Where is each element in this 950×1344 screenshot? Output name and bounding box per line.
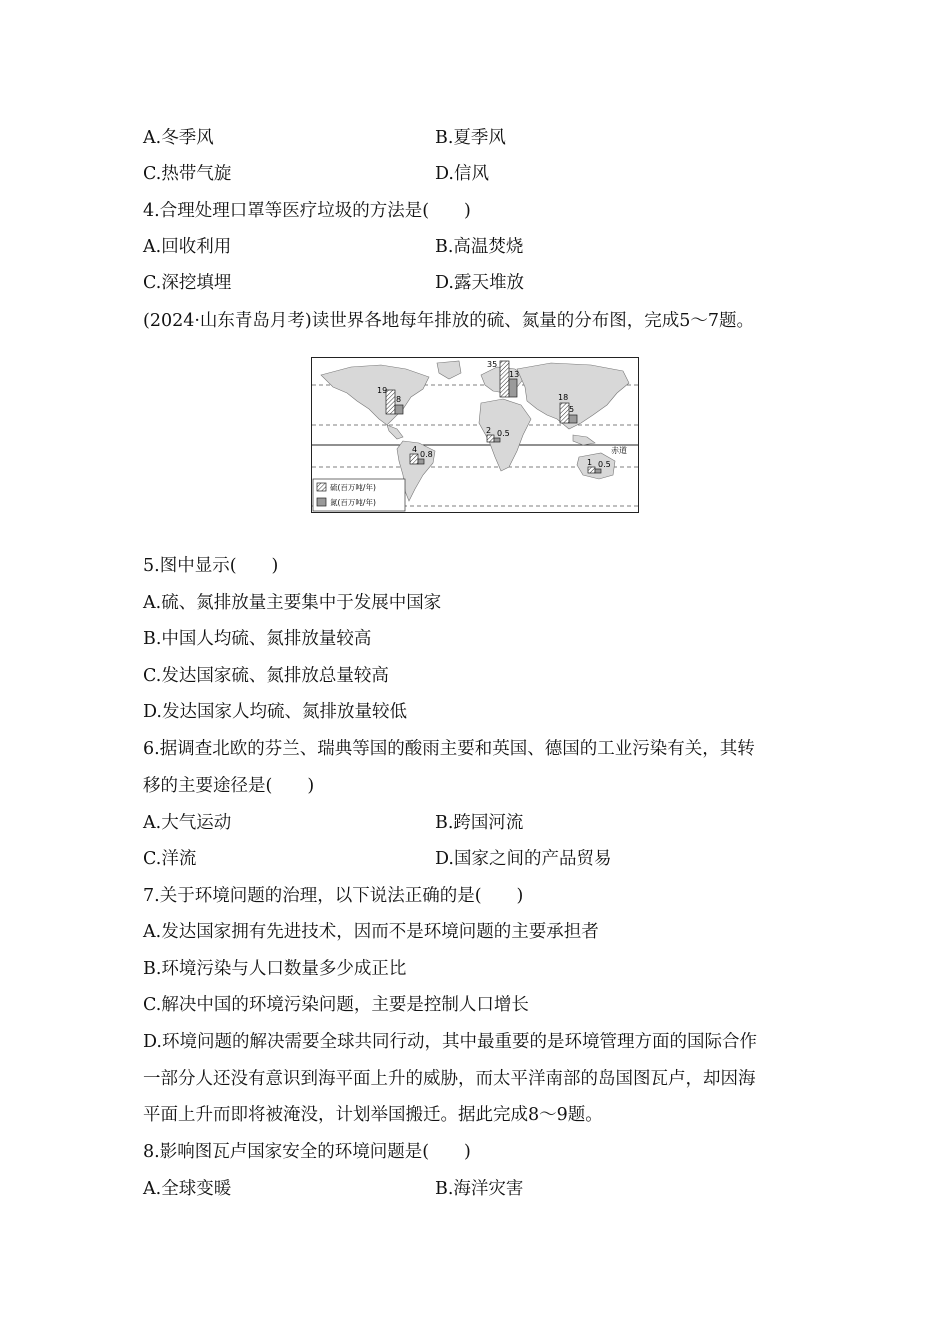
q5-option-c: C.发达国家硫、氮排放总量较高 xyxy=(143,666,389,686)
q7-stem: 7.关于环境问题的治理，以下说法正确的是( ) xyxy=(143,886,524,906)
bar-oceania-sulfur xyxy=(588,467,595,473)
world-emission-map xyxy=(311,357,639,513)
bar-europe-nitrogen xyxy=(509,379,517,397)
label-africa-sulfur: 2 xyxy=(486,426,492,435)
label-east-asia-sulfur: 18 xyxy=(558,393,569,402)
bar-east-asia-sulfur xyxy=(560,403,569,423)
legend-nitrogen-label: 氮(百万吨/年) xyxy=(330,498,376,507)
bar-africa-nitrogen xyxy=(494,438,500,442)
q5-option-a: A.硫、氮排放量主要集中于发展中国家 xyxy=(143,593,442,613)
q6-stem-line-1: 6.据调查北欧的芬兰、瑞典等国的酸雨主要和英国、德国的工业污染有关，其转 xyxy=(143,739,755,759)
legend-sulfur-swatch xyxy=(317,483,326,491)
label-oceania-nitrogen: 0.5 xyxy=(598,460,611,469)
intro-8-9-line-1: 一部分人还没有意识到海平面上升的威胁，而太平洋南部的岛国图瓦卢，却因海 xyxy=(143,1069,756,1089)
q3-option-b: B.夏季风 xyxy=(435,128,506,148)
bar-europe-sulfur xyxy=(500,361,509,397)
label-east-asia-nitrogen: 5 xyxy=(569,405,575,414)
bar-east-asia-nitrogen xyxy=(569,415,577,423)
label-north-america-nitrogen: 8 xyxy=(396,395,402,404)
q3-option-d: D.信风 xyxy=(435,164,489,184)
q6-option-b: B.跨国河流 xyxy=(435,813,524,833)
bar-north-america-nitrogen xyxy=(395,405,403,414)
q5-option-d: D.发达国家人均硫、氮排放量较低 xyxy=(143,702,407,722)
q3-option-c: C.热带气旋 xyxy=(143,164,232,184)
q8-option-a: A.全球变暖 xyxy=(143,1179,232,1199)
bar-south-america-nitrogen xyxy=(418,459,424,464)
q8-option-b: B.海洋灾害 xyxy=(435,1179,524,1199)
q6-stem-line-2: 移的主要途径是( ) xyxy=(143,776,315,796)
q6-option-c: C.洋流 xyxy=(143,849,197,869)
intro-8-9-line-2: 平面上升而即将被淹没，计划举国搬迁。据此完成8～9题。 xyxy=(143,1105,603,1125)
label-africa-nitrogen: 0.5 xyxy=(497,429,510,438)
label-south-america-sulfur: 4 xyxy=(412,445,418,454)
intro-5-7: (2024·山东青岛月考)读世界各地每年排放的硫、氮量的分布图，完成5～7题。 xyxy=(143,311,755,331)
label-europe-nitrogen: 13 xyxy=(509,370,520,379)
bar-africa-sulfur xyxy=(487,435,494,442)
legend-nitrogen-swatch xyxy=(317,498,326,506)
q8-stem: 8.影响图瓦卢国家安全的环境问题是( ) xyxy=(143,1142,471,1162)
label-europe-sulfur: 35 xyxy=(487,360,498,369)
q4-option-b: B.高温焚烧 xyxy=(435,237,524,257)
q5-option-b: B.中国人均硫、氮排放量较高 xyxy=(143,629,372,649)
q6-option-a: A.大气运动 xyxy=(143,813,232,833)
q7-option-d: D.环境问题的解决需要全球共同行动，其中最重要的是环境管理方面的国际合作 xyxy=(143,1032,757,1052)
q6-option-d: D.国家之间的产品贸易 xyxy=(435,849,612,869)
q4-stem: 4.合理处理口罩等医疗垃圾的方法是( ) xyxy=(143,201,471,221)
q3-option-a: A.冬季风 xyxy=(143,128,214,148)
equator-label: 赤道 xyxy=(611,446,627,455)
q7-option-c: C.解决中国的环境污染问题，主要是控制人口增长 xyxy=(143,995,529,1015)
q5-stem: 5.图中显示( ) xyxy=(143,556,279,576)
bar-north-america-sulfur xyxy=(386,390,395,414)
q4-option-c: C.深挖填埋 xyxy=(143,273,232,293)
label-south-america-nitrogen: 0.8 xyxy=(420,450,433,459)
bar-south-america-sulfur xyxy=(410,454,418,464)
legend-sulfur-label: 硫(百万吨/年) xyxy=(330,483,376,492)
q4-option-d: D.露天堆放 xyxy=(435,273,524,293)
q7-option-a: A.发达国家拥有先进技术，因而不是环境问题的主要承担者 xyxy=(143,922,599,942)
q7-option-b: B.环境污染与人口数量多少成正比 xyxy=(143,959,407,979)
bar-oceania-nitrogen xyxy=(595,469,601,473)
label-oceania-sulfur: 1 xyxy=(587,458,593,467)
q4-option-a: A.回收利用 xyxy=(143,237,232,257)
label-north-america-sulfur: 19 xyxy=(377,386,388,395)
